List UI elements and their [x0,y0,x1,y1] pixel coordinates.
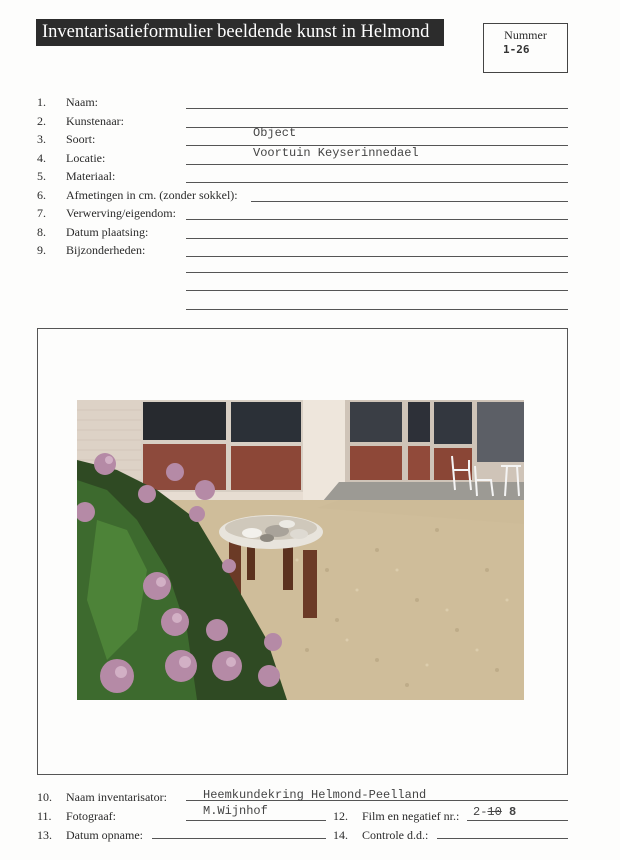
field-number: 3. [37,132,46,146]
field-locatie [0,146,620,169]
field-label: Fotograaf: [66,809,116,823]
field-number: 11. [37,809,52,823]
field-label: Film en negatief nr.: [362,809,460,823]
number-box [483,23,568,73]
field-datum-opname [37,827,327,845]
field-line [152,838,326,839]
field-line [467,820,568,821]
field-label: Naam inventarisator: [66,790,167,804]
field-number: 5. [37,169,46,183]
extra-line [186,272,568,273]
field-line [186,820,326,821]
artwork-photo [77,400,524,700]
field-label: Afmetingen in cm. (zonder sokkel): [66,188,238,202]
field-number: 6. [37,188,46,202]
field-line [186,127,568,128]
field-line [186,182,568,183]
field-number: 13. [37,828,52,842]
field-controle [333,827,568,845]
field-number: 10. [37,790,52,804]
field-line [186,219,568,220]
field-label: Datum opname: [66,828,143,842]
field-line [186,108,568,109]
field-number: 8. [37,225,46,239]
field-value: M.Wijnhof [203,804,268,818]
number-label: Nummer [504,28,547,42]
field-number: 12. [333,809,348,823]
field-label: Kunstenaar: [66,114,124,128]
form-title: Inventarisatieformulier beeldende kunst in Helmond [36,19,444,46]
film-struck-value: 10 [487,805,502,819]
field-number: 14. [333,828,348,842]
field-number: 2. [37,114,46,128]
field-line [186,164,568,165]
field-value: Heemkundekring Helmond-Peelland [203,788,427,802]
film-prefix: 2- [473,805,488,819]
field-value: Object [253,126,297,140]
field-label: Locatie: [66,151,106,165]
field-label: Verwerving/eigendom: [66,206,176,220]
field-label: Soort: [66,132,96,146]
field-naam [0,94,620,113]
field-value: Voortuin Keyserinnedael [253,146,419,160]
field-film-negatief [333,808,568,826]
extra-line [186,309,568,310]
field-materiaal [0,168,620,187]
field-label: Controle d.d.: [362,828,429,842]
field-number: 4. [37,151,46,165]
field-label: Materiaal: [66,169,116,183]
extra-line [186,290,568,291]
field-value [473,805,516,819]
field-number: 9. [37,243,46,257]
field-label: Datum plaatsing: [66,225,149,239]
field-line [186,256,568,257]
film-corrected-value: 8 [509,805,517,819]
field-label: Bijzonderheden: [66,243,146,257]
field-fotograaf [37,808,327,826]
field-number: 7. [37,206,46,220]
field-label: Naam: [66,95,98,109]
field-afmetingen [0,187,620,206]
field-line [437,838,568,839]
field-line [251,201,568,202]
field-line [186,238,568,239]
field-kunstenaar [0,113,620,132]
field-datum-plaatsing [0,224,620,243]
field-number: 1. [37,95,46,109]
number-value: 1-26 [503,43,530,56]
field-bijzonderheden [0,242,620,261]
field-verwerving [0,205,620,224]
